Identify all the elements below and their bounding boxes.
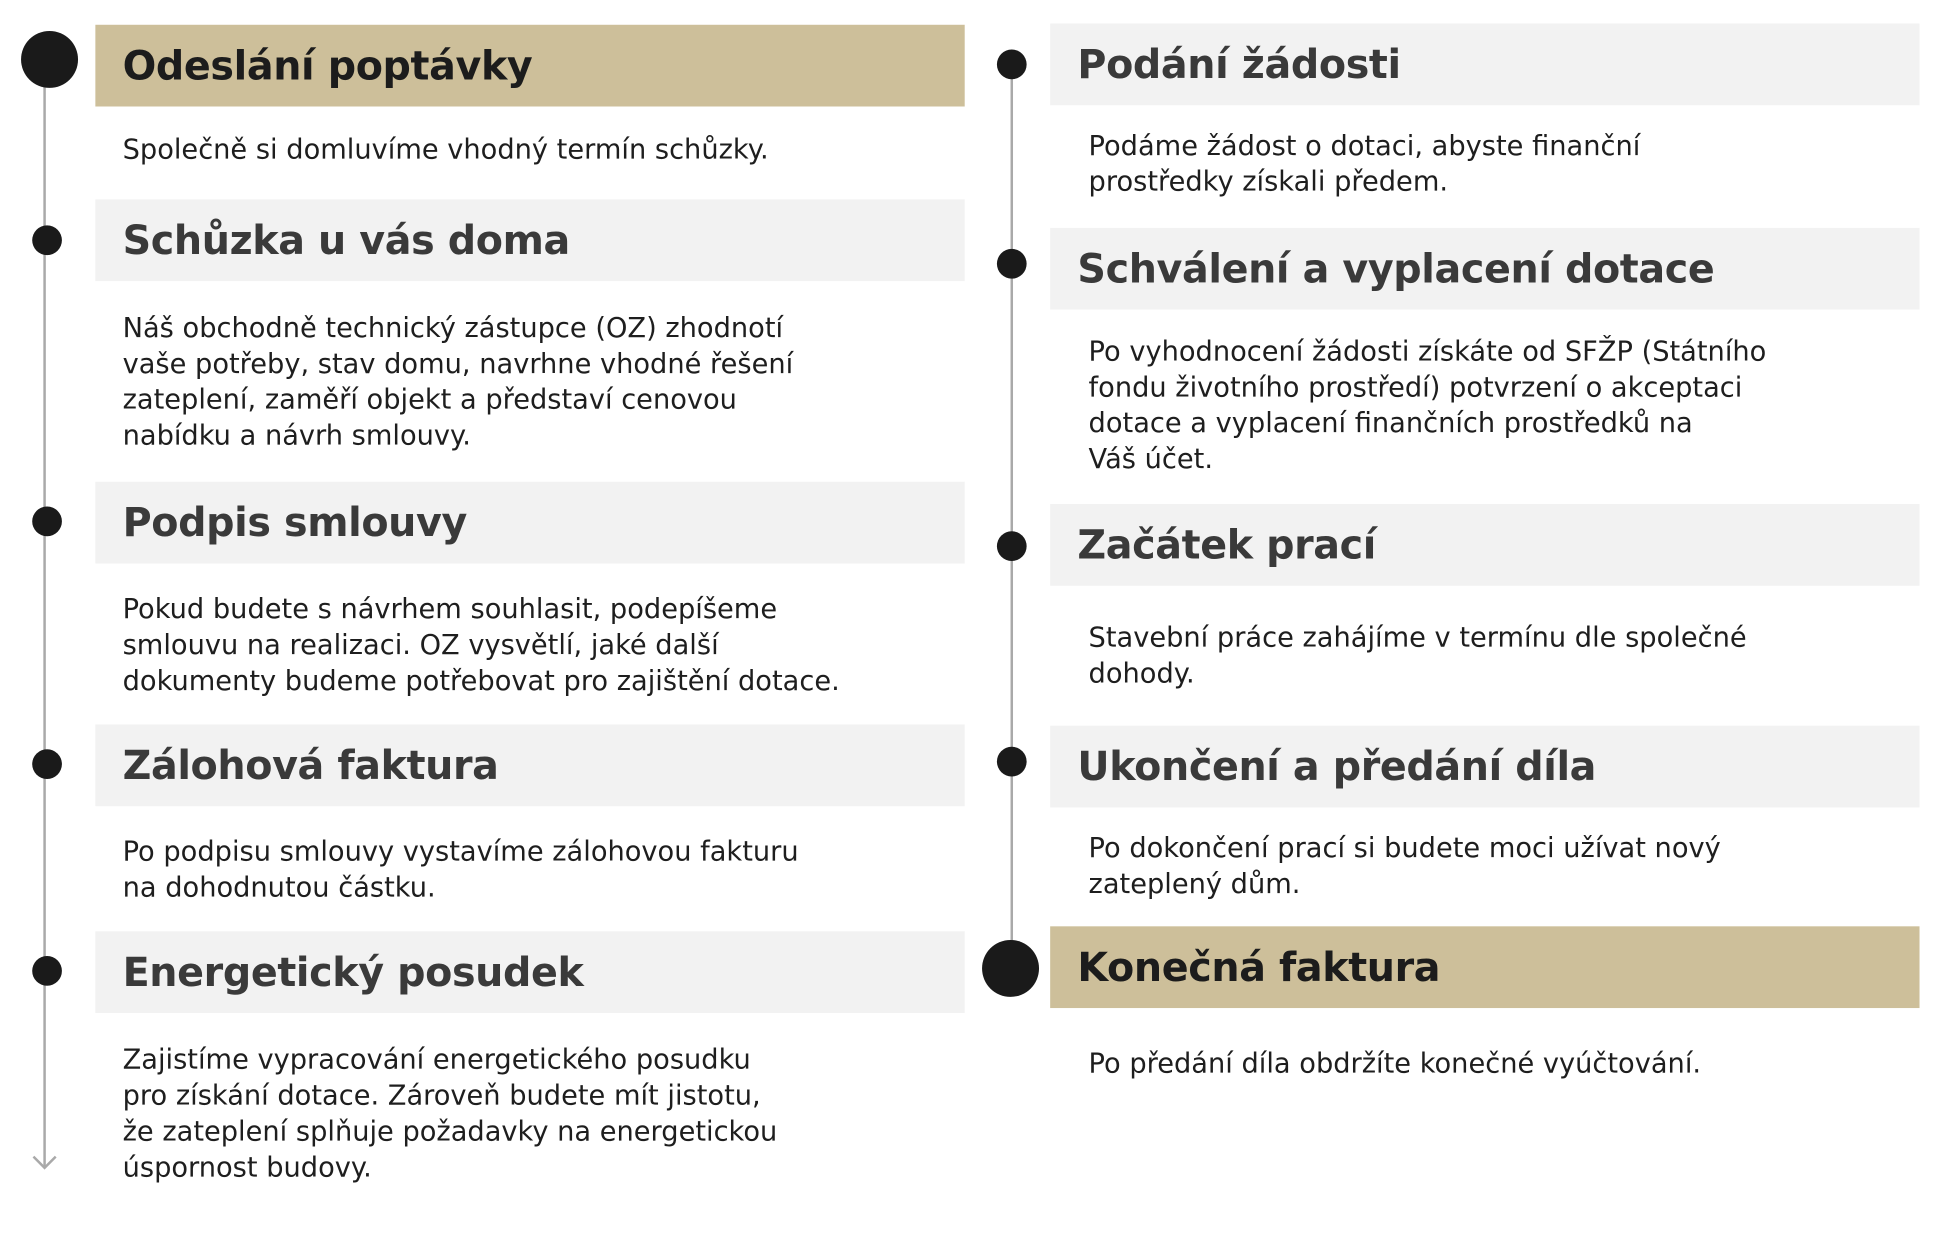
step-title-bar: [95, 482, 964, 564]
timeline-dot: [997, 50, 1027, 80]
step-title-bar: [1050, 228, 1919, 310]
step-title-bar: [95, 724, 964, 806]
step-title: Podání žádosti: [1077, 40, 1401, 88]
timeline-dot: [997, 249, 1027, 279]
step-title: Schválení a vyplacení dotace: [1077, 245, 1715, 293]
timeline-dot: [32, 749, 62, 779]
step-description: Zajistíme vypracování energetického posudku pro získání dotace. Zároveň budete mít jistotu, že zateplení splňuje požadavky na energetickou úspornost budovy.: [122, 1045, 778, 1184]
timeline-arrow-icon: [31, 1149, 58, 1176]
step-title: Podpis smlouvy: [122, 499, 467, 547]
step-title: Schůzka u vás doma: [122, 216, 570, 264]
step-title: Zálohová faktura: [122, 741, 499, 789]
timeline-dot: [997, 747, 1027, 777]
step-title: Odeslání poptávky: [122, 42, 533, 90]
timeline-dot: [997, 531, 1027, 561]
timeline-end-dot: [982, 940, 1039, 997]
timeline-dot: [32, 225, 62, 255]
step-description: Po vyhodnocení žádosti získáte od SFŽP (Státního fondu životního prostředí) potvrzení o akceptaci dotace a vyplacení finančních prostředků na Váš účet.: [1088, 336, 1767, 476]
step-title-bar: [95, 199, 964, 281]
step-title-bar: [95, 931, 964, 1013]
step-title: Ukončení a předání díla: [1077, 743, 1597, 791]
step-description: Po podpisu smlouvy vystavíme zálohovou fakturu na dohodnutou částku.: [122, 837, 799, 905]
timeline-start-dot: [21, 31, 78, 88]
step-description: Po dokončení prací si budete moci užívat nový zateplený dům.: [1088, 833, 1721, 901]
step-title: Konečná faktura: [1077, 943, 1441, 991]
step-description: Stavební práce zahájíme v termínu dle společné dohody.: [1088, 622, 1747, 690]
step-title: Začátek prací: [1077, 521, 1376, 569]
timeline-dot: [32, 507, 62, 537]
step-title: Energetický posudek: [122, 948, 584, 996]
step-title-bar: [1050, 504, 1919, 586]
step-description: Společně si domluvíme vhodný termín schůzky.: [122, 134, 769, 166]
timeline-line-right: [1011, 62, 1013, 970]
step-title-bar: [1050, 24, 1919, 106]
step-title-bar: [95, 25, 964, 107]
step-description: Po předání díla obdržíte konečné vyúčtování.: [1088, 1048, 1702, 1080]
step-description: Náš obchodně technický zástupce (OZ) zhodnotí vaše potřeby, stav domu, navrhne vhodné řešení zateplení, zaměří objekt a představí cenovou nabídku a návrh smlouvy.: [122, 313, 794, 453]
step-description: Pokud budete s návrhem souhlasit, podepíšeme smlouvu na realizaci. OZ vysvětlí, jaké další dokumenty budeme potřebovat pro zajištění dotace.: [122, 594, 840, 698]
step-title-bar: [1050, 926, 1919, 1008]
timeline-dot: [32, 956, 62, 986]
step-title-bar: [1050, 726, 1919, 808]
step-description: Podáme žádost o dotaci, abyste finanční prostředky získali předem.: [1088, 131, 1641, 199]
